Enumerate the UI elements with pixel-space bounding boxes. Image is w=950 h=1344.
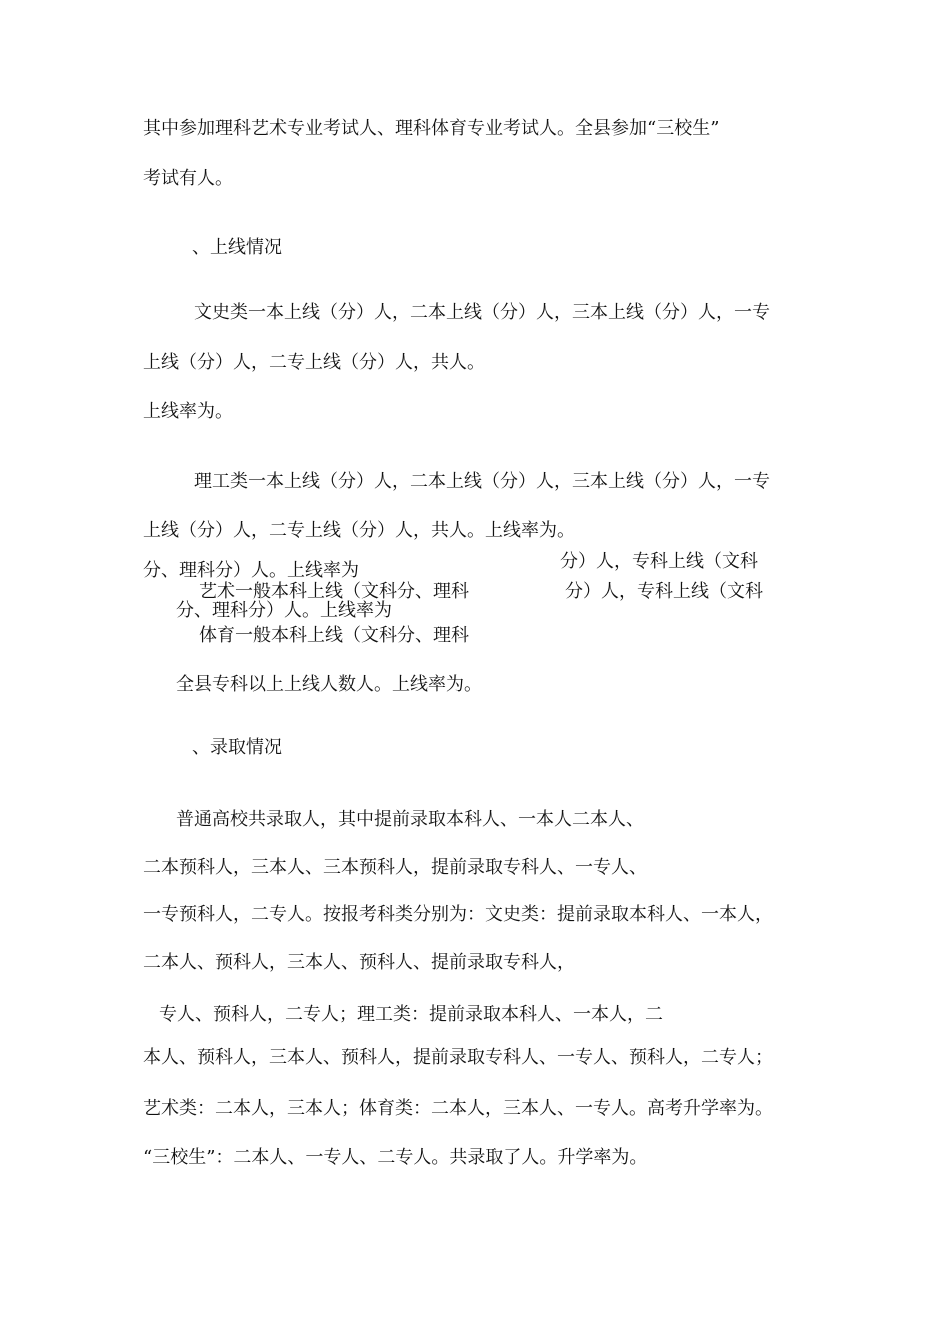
section-heading-online: 、上线情况 [192,237,282,258]
clipped-fragment: 分）人，专科上线（文科 [560,551,758,572]
paragraph-line: 全县专科以上上线人数人。上线率为。 [176,674,482,695]
paragraph-line: 专人、预科人，二专人；理工类：提前录取本科人、一本人，二 [159,1004,663,1025]
paragraph-line: 二本预科人，三本人、三本预科人，提前录取专科人、一专人、 [143,857,647,878]
paragraph-line: 艺术类：二本人，三本人；体育类：二本人，三本人、一专人。高考升学率为。 [143,1098,773,1119]
paragraph-line: 理工类一本上线（分）人，二本上线（分）人，三本上线（分）人，一专 [194,471,770,492]
clipped-fragment: 艺术一般本科上线（文科分、理科 [199,581,469,602]
paragraph-line: 上线率为。 [143,401,233,422]
paragraph-line: 普通高校共录取人，其中提前录取本科人、一本人二本人、 [176,809,644,830]
paragraph-line: 本人、预科人，三本人、预科人，提前录取专科人、一专人、预科人，二专人； [143,1047,773,1068]
paragraph-line: 分、理科分）人。上线率为 [143,560,359,581]
clipped-fragment: 体育一般本科上线（文科分、理科 [199,625,469,646]
paragraph-line: 上线（分）人，二专上线（分）人，共人。 [143,352,485,373]
clipped-fragment: 分）人，专科上线（文科 [565,581,763,602]
paragraph-line: “三校生”：二本人、一专人、二专人。共录取了人。升学率为。 [143,1147,648,1168]
paragraph-line: 考试有人。 [143,168,233,189]
paragraph-line: 文史类一本上线（分）人，二本上线（分）人，三本上线（分）人，一专 [194,302,770,323]
paragraph-line: 一专预科人，二专人。按报考科类分别为：文史类：提前录取本科人、一本人， [143,904,773,925]
section-heading-admission: 、录取情况 [192,737,282,758]
paragraph-line: 分、理科分）人。上线率为 [176,600,392,621]
paragraph-line: 其中参加理科艺术专业考试人、理科体育专业考试人。全县参加“三校生” [143,118,720,139]
paragraph-line: 二本人、预科人，三本人、预科人、提前录取专科人， [143,952,575,973]
paragraph-line: 上线（分）人，二专上线（分）人，共人。上线率为。 [143,520,575,541]
